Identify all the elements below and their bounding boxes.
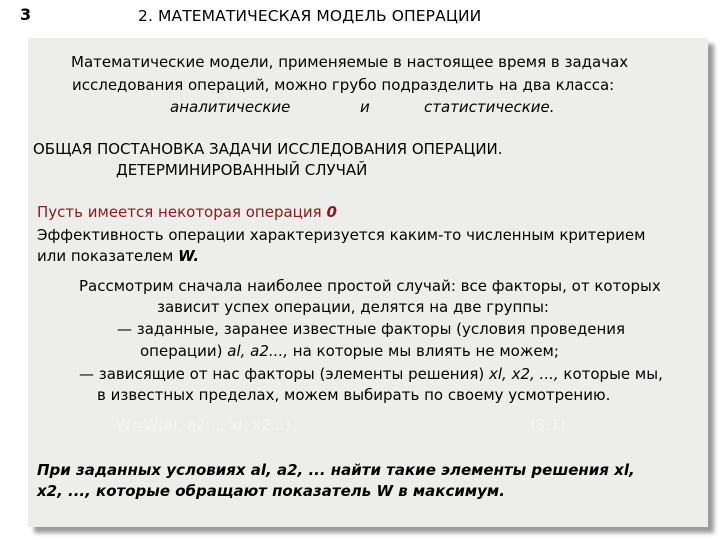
class-statistic: статистические. [424,98,555,116]
operation-symbol: 0 [326,203,337,221]
operation-statement [37,202,337,223]
class-conjunction: и [360,98,370,116]
factors-line-3: — заданные, заранее известные факторы (условия проведения [117,320,626,338]
formula-number: (3.1) [530,416,566,434]
efficiency-line-1: Эффективность операции характеризуется каким-то численным критерием [37,226,646,244]
section-heading-line-2: ДЕТЕРМИНИРОВАННЫЙ СЛУЧАЙ [116,161,368,179]
intro-line-1: Математические модели, применяемые в настоящее время в задачах [71,53,629,71]
slide-number: 3 [20,5,32,24]
factors-line-6: в известных пределах, можем выбирать по своему усмотрению. [97,386,611,404]
task-line-1: При заданных условиях al, a2, ... найти такие элементы решения xl, [37,461,635,479]
factors-line-4-end: на которые мы влиять не можем; [292,342,559,360]
factors-line-5-end: которые мы, [563,365,663,383]
formula-expression: W=W(al, a2..., xl, x2...), [116,416,296,434]
factors-line-2: зависит успех операции, делятся на две группы: [157,298,549,316]
efficiency-symbol: W. [178,247,200,265]
factors-line-5 [79,364,663,385]
efficiency-text: или показателем [37,247,174,265]
factors-line-1: Рассмотрим сначала наиболее простой случай: все факторы, от которых [79,277,661,295]
factors-line-4 [140,341,559,362]
factors-line-5-start: — зависящие от нас факторы (элементы решения) [79,365,485,383]
given-factors-vars: al, a2..., [227,342,288,360]
decision-vars: xl, x2, ..., [489,365,559,383]
class-analytic: аналитические [170,98,291,116]
factors-line-4-start: операции) [140,342,223,360]
section-heading-line-1: ОБЩАЯ ПОСТАНОВКА ЗАДАЧИ ИССЛЕДОВАНИЯ ОПЕРАЦИИ. [33,140,503,158]
slide-title: 2. МАТЕМАТИЧЕСКАЯ МОДЕЛЬ ОПЕРАЦИИ [138,7,482,25]
operation-text: Пусть имеется некоторая операция [37,203,322,221]
intro-line-2: исследования операций, можно грубо подразделить на два класса: [72,76,615,94]
task-line-2: x2, ..., которые обращают показатель W в максимум. [37,482,505,500]
efficiency-line-2 [37,246,199,267]
